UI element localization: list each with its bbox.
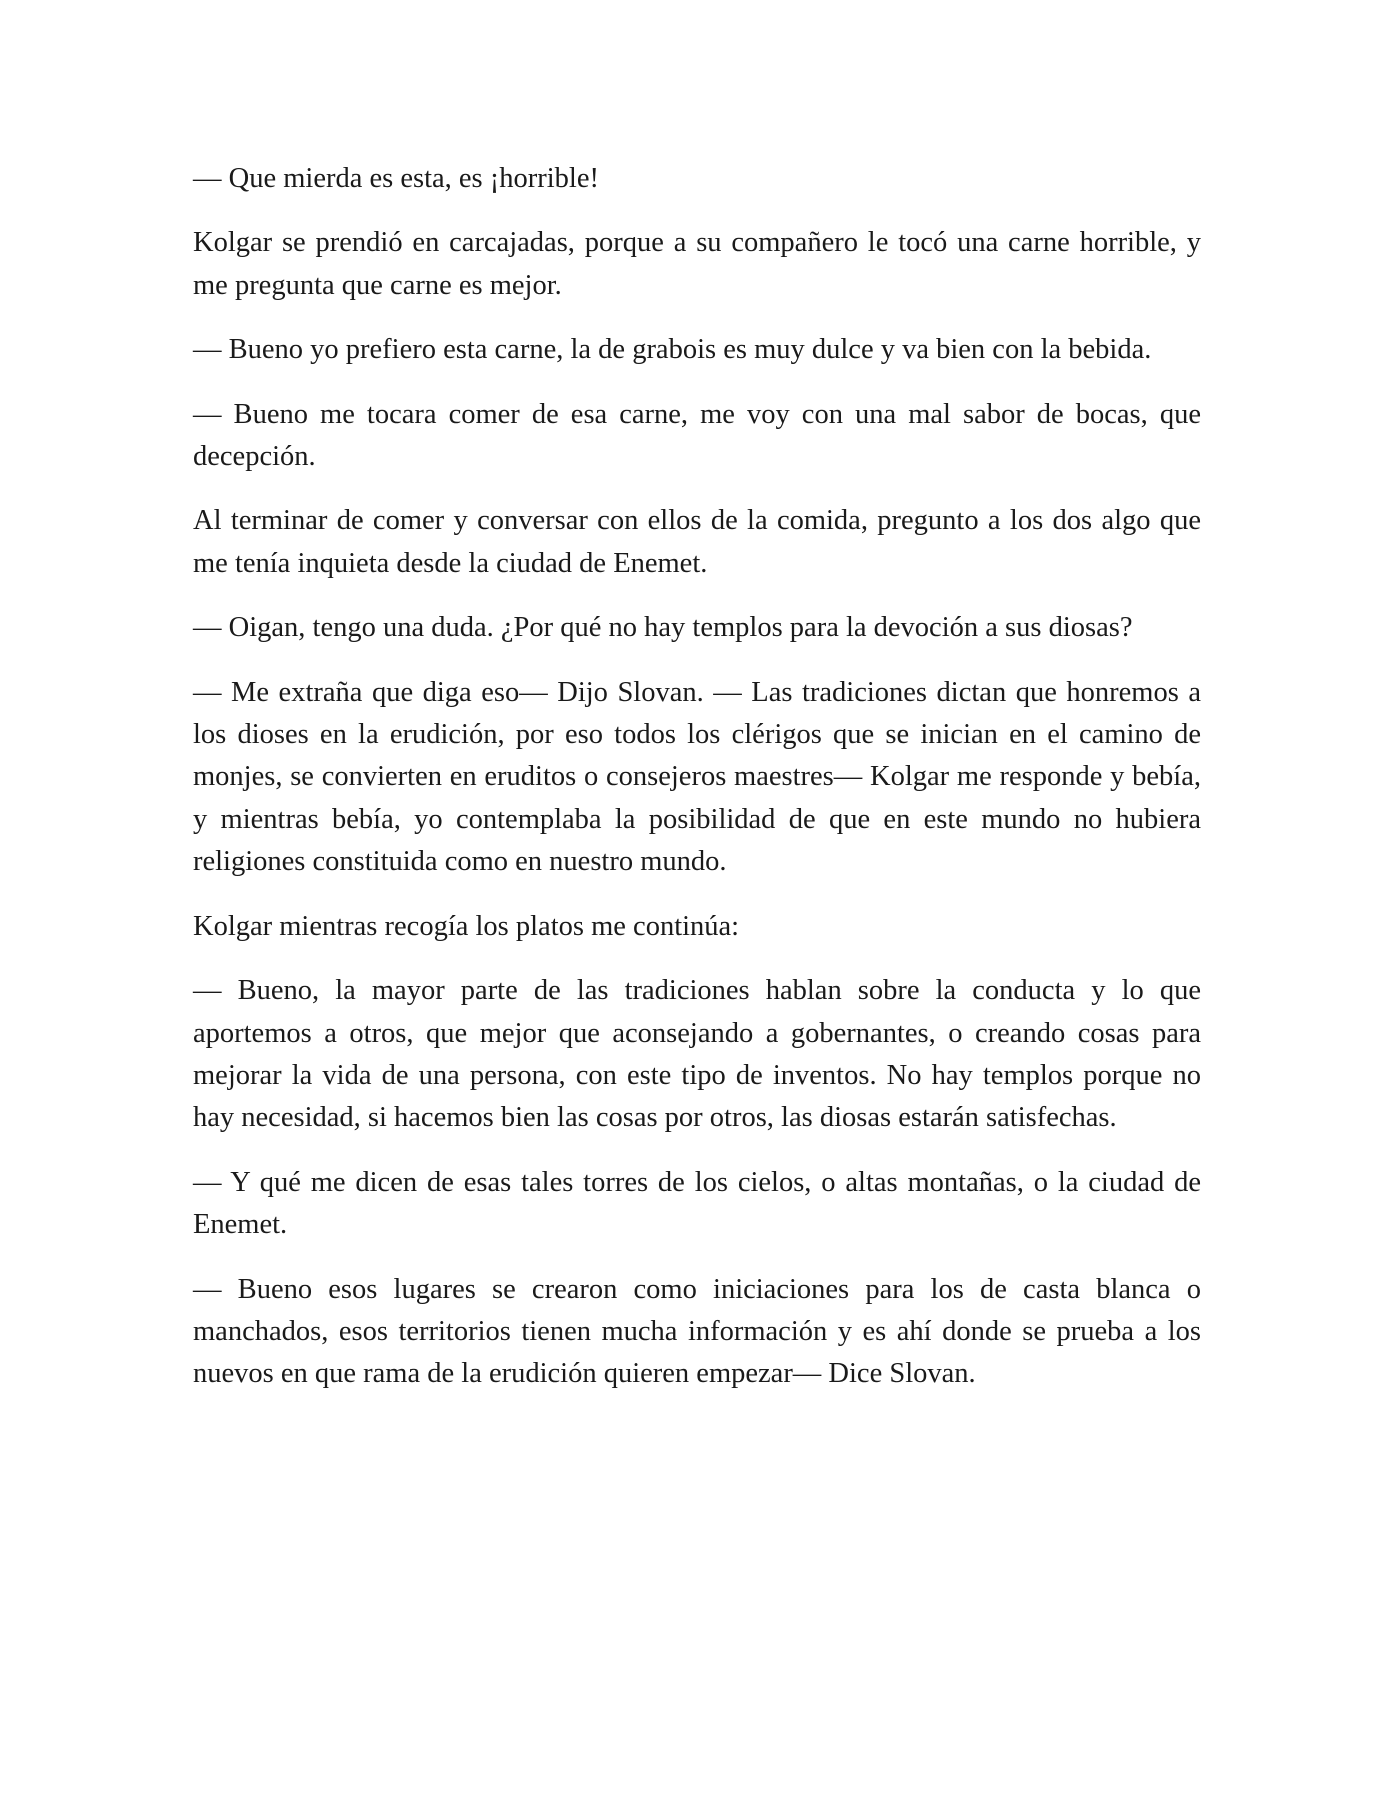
- paragraph-2: Kolgar se prendió en carcajadas, porque a su compañero le tocó una carne horrible, y me pregunta que carne es mejor.: [193, 227, 1201, 301]
- paragraph-3: — Bueno yo prefiero esta carne, la de grabois es muy dulce y va bien con la bebida.: [193, 334, 1152, 366]
- paragraph-6: — Oigan, tengo una duda. ¿Por qué no hay templos para la devoción a sus diosas?: [193, 612, 1133, 644]
- paragraph-5: Al terminar de comer y conversar con ellos de la comida, pregunto a los dos algo que me tenía inquieta desde la ciudad de Enemet.: [193, 505, 1201, 579]
- paragraph-11: — Bueno esos lugares se crearon como iniciaciones para los de casta blanca o manchados, esos territorios tienen mucha información y es ahí donde se prueba a los nuevos en que rama de la erudición quieren empezar— Dice Slovan.: [193, 1273, 1201, 1390]
- paragraph-9: — Bueno, la mayor parte de las tradiciones hablan sobre la conducta y lo que aportemos a otros, que mejor que aconsejando a gobernantes, o creando cosas para mejorar la vida de una persona, con este tipo de inventos. No hay templos porque no hay necesidad, si hacemos bien las cosas por otros, las diosas estarán satisfechas.: [193, 975, 1201, 1134]
- paragraph-4: — Bueno me tocara comer de esa carne, me voy con una mal sabor de bocas, que decepción.: [193, 398, 1201, 473]
- paragraph-10: — Y qué me dicen de esas tales torres de los cielos, o altas montañas, o la ciudad de Enemet.: [193, 1166, 1201, 1241]
- document-page: [193, 158, 1201, 1418]
- paragraph-8: Kolgar mientras recogía los platos me continúa:: [193, 910, 740, 942]
- paragraph-7: — Me extraña que diga eso— Dijo Slovan. — Las tradiciones dictan que honremos a los dioses en la erudición, por eso todos los clérigos que se inician en el camino de monjes, se convierten en eruditos o consejeros maestres— Kolgar me responde y bebía, y mientras bebía, yo contemplaba la posibilidad de que en este mundo no hubiera religiones constituida como en nuestro mundo.: [193, 676, 1201, 878]
- paragraph-1: — Que mierda es esta, es ¡horrible!: [193, 163, 599, 194]
